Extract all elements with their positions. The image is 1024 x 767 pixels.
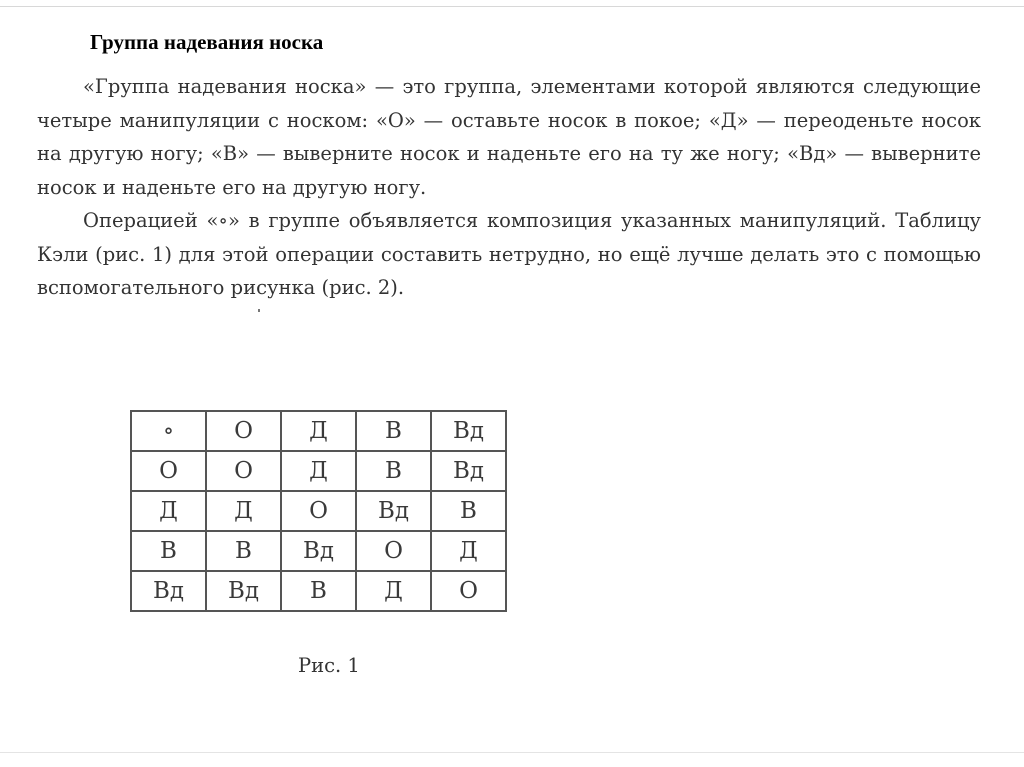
table-cell: Д	[281, 451, 356, 491]
table-cell: Вд	[131, 571, 206, 611]
table-cell: Д	[281, 411, 356, 451]
paragraph-definition: «Группа надевания носка» — это группа, элементами которой являются следующие четыре манипуляции с носком: «О» — оставьте носок в покое; «Д» — переоденьте носок на другую ногу; «В» — выверните носок и наденьте его на ту же ногу; «Вд» — выверните носок и наденьте его на другую ногу.	[37, 75, 981, 199]
table-cell: Вд	[356, 491, 431, 531]
stray-mark	[258, 309, 260, 312]
figure-caption: Рис. 1	[298, 654, 360, 677]
table-cell: Вд	[206, 571, 281, 611]
table-row	[131, 531, 506, 571]
table-cell: Д	[131, 491, 206, 531]
table-cell: Д	[356, 571, 431, 611]
body-text	[37, 70, 981, 305]
table-cell: В	[131, 531, 206, 571]
table-cell: Д	[206, 491, 281, 531]
table-row	[131, 491, 506, 531]
table-cell: В	[356, 411, 431, 451]
paragraph-operation: Операцией «∘» в группе объявляется композиция указанных манипуляций. Таблицу Кэли (рис. 1) для этой операции составить нетрудно, но ещё лучше делать это с помощью вспомогательного рисунка (рис. 2).	[37, 209, 981, 299]
table-row	[131, 451, 506, 491]
cayley-table	[130, 410, 507, 612]
table-cell: Вд	[431, 411, 506, 451]
table-cell: В	[206, 531, 281, 571]
table-cell: О	[356, 531, 431, 571]
table-cell: О	[131, 451, 206, 491]
table-cell: О	[431, 571, 506, 611]
table-cell: Д	[431, 531, 506, 571]
slide-title: Группа надевания носка	[90, 30, 324, 54]
table-row	[131, 571, 506, 611]
table-cell: О	[206, 451, 281, 491]
table-cell: Вд	[431, 451, 506, 491]
table-cell: О	[281, 491, 356, 531]
table-cell: В	[431, 491, 506, 531]
table-row	[131, 411, 506, 451]
top-divider	[0, 6, 1024, 7]
table-cell: Вд	[281, 531, 356, 571]
table-cell: О	[206, 411, 281, 451]
table-cell: В	[281, 571, 356, 611]
table-cell: В	[356, 451, 431, 491]
table-cell: ∘	[131, 411, 206, 451]
bottom-divider	[0, 752, 1024, 753]
